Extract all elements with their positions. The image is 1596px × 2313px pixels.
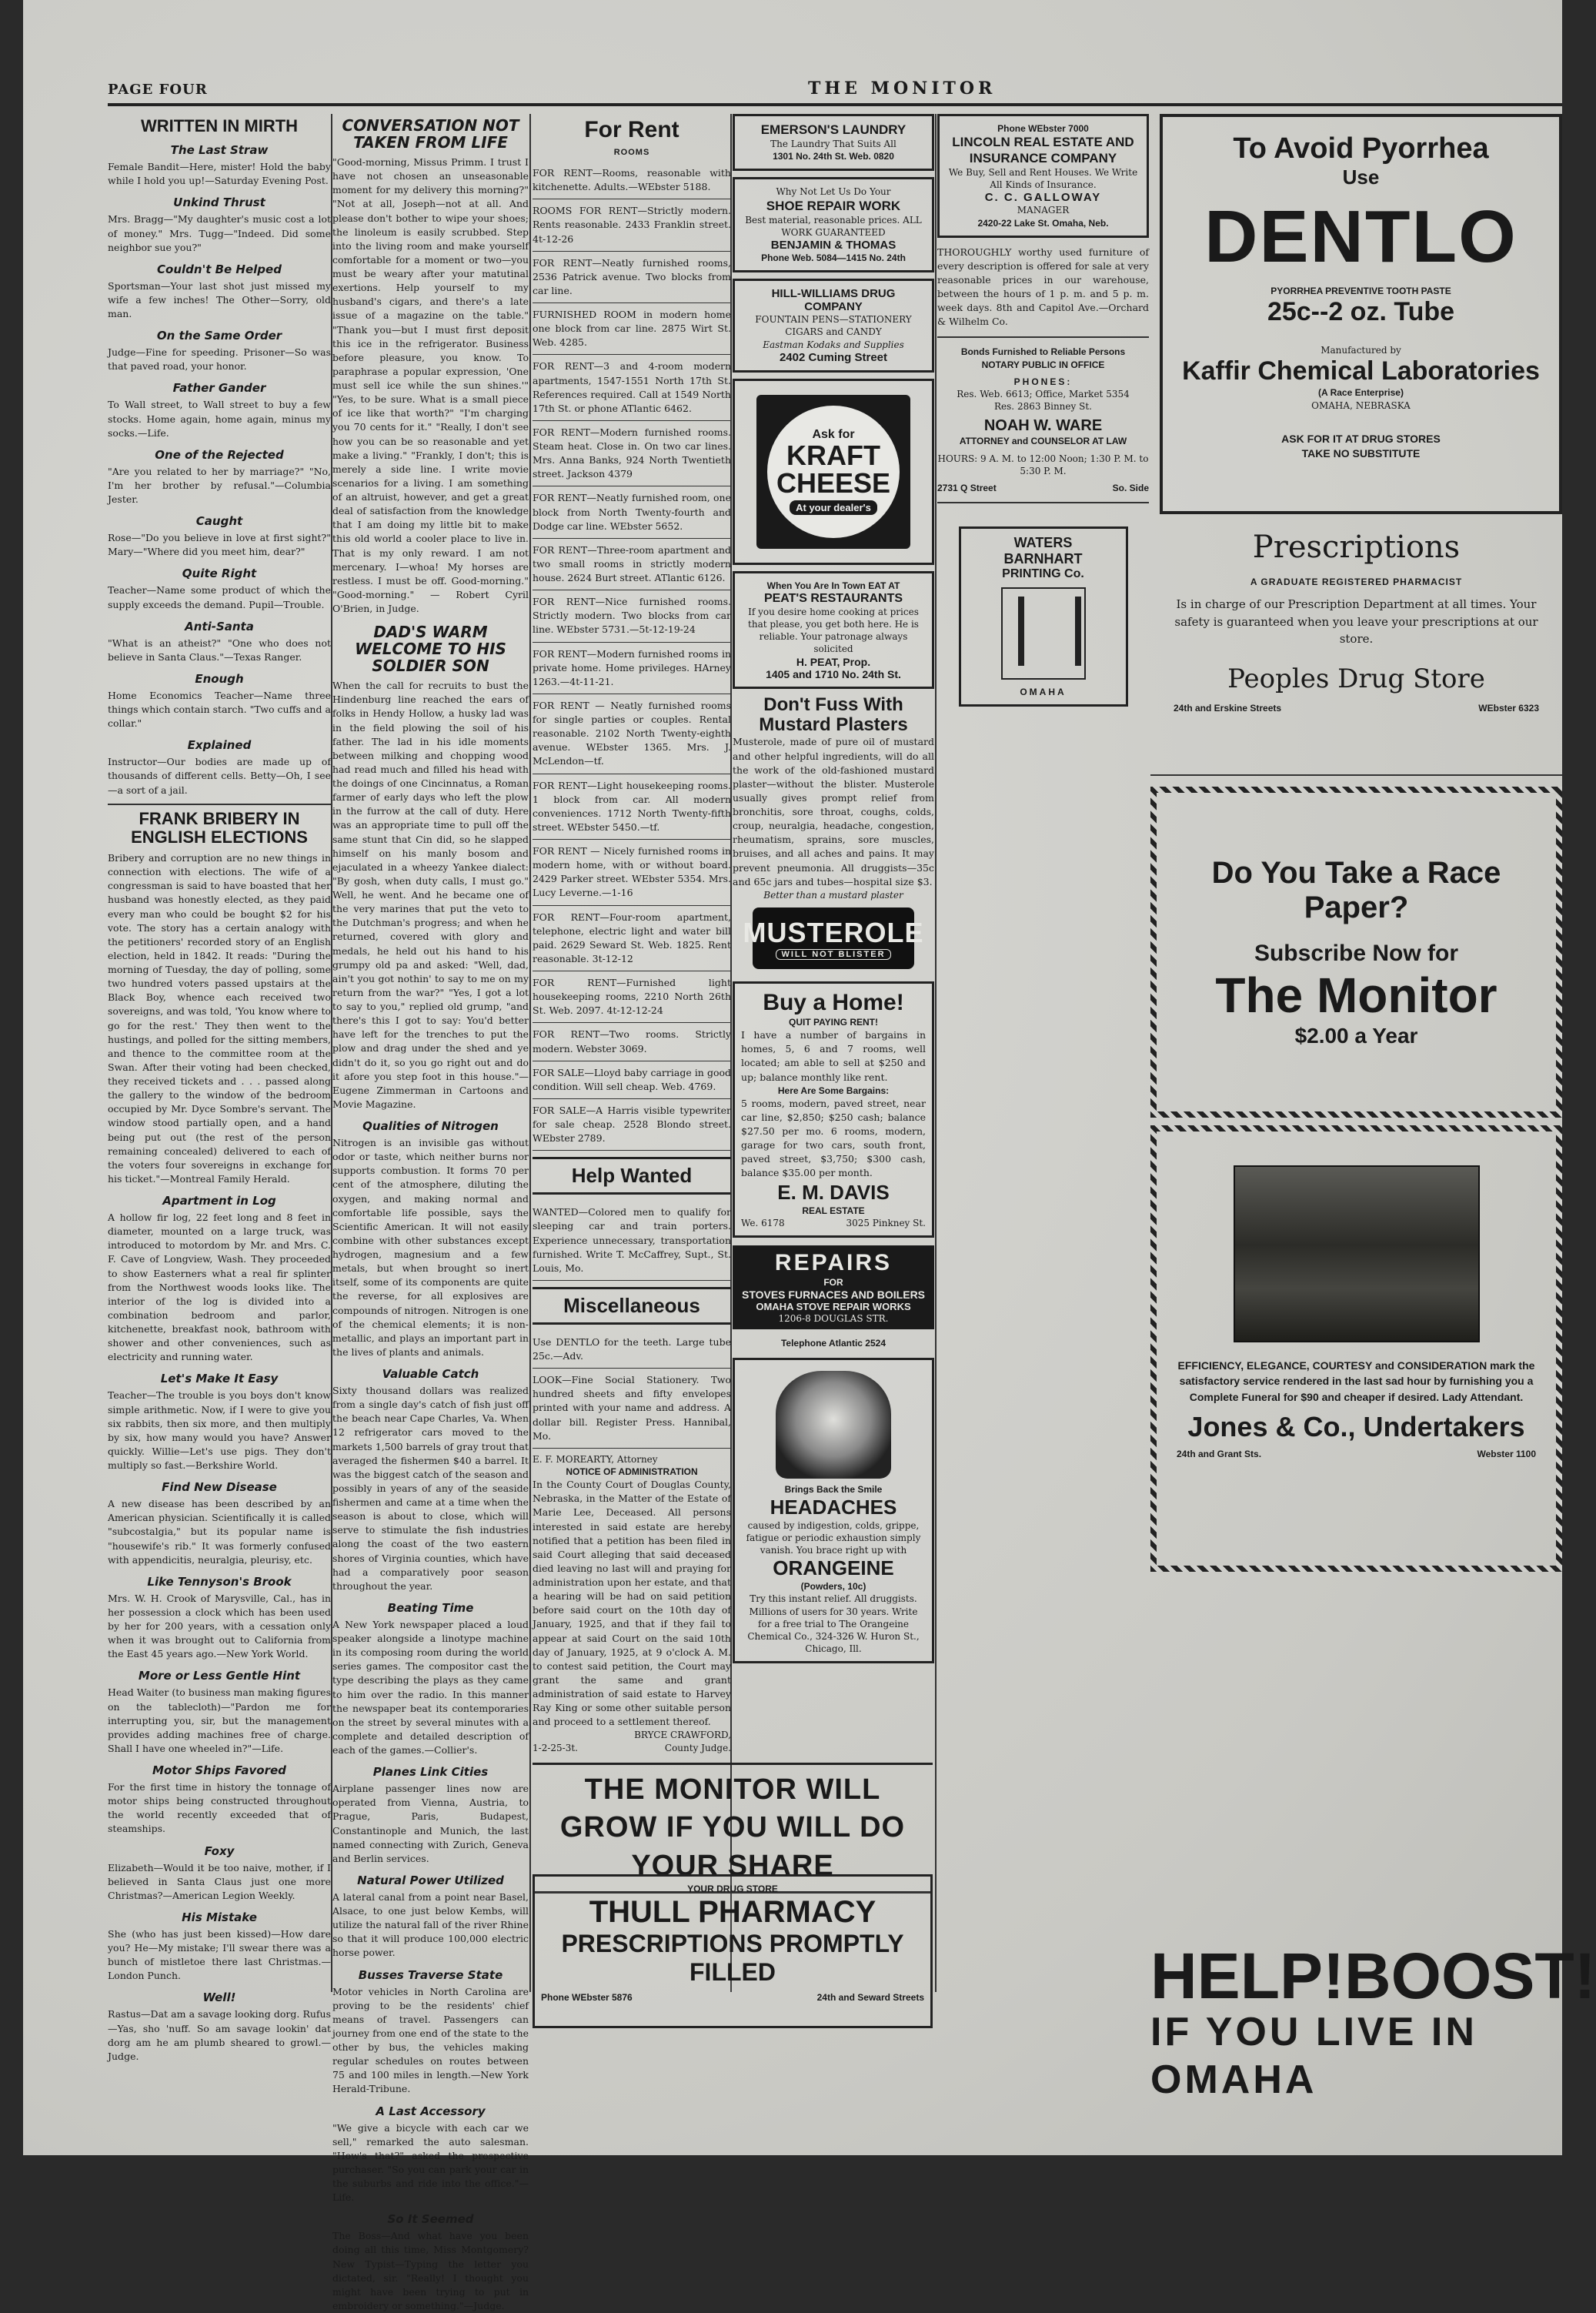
classified-list [533, 162, 731, 1151]
item-heading: Unkind Thrust [173, 196, 265, 210]
subsection-label: ROOMS [613, 148, 650, 157]
item-heading: Like Tennyson's Brook [147, 1574, 292, 1589]
ad-title: HEADACHES [770, 1495, 897, 1519]
ad-text: TAKE NO SUBSTITUTE [1301, 446, 1421, 460]
item-body: Rose—"Do you believe in love at first sight?" Mary—"Where did you meet him, dear?" [108, 532, 331, 558]
ad-phone: Res. Web. 6613; Office, Market 5354 [957, 389, 1130, 400]
ad-phone: Phone WEbster 5876 [541, 1991, 633, 2003]
ad-musterole [733, 689, 934, 981]
joke-list [108, 1194, 331, 2064]
ad-text: When You Are In Town EAT AT [766, 580, 900, 591]
ad-stove-repairs [733, 1245, 934, 1329]
section-title: CONVERSATION NOT TAKEN FROM LIFE [342, 116, 519, 152]
ad-business-name: Jones & Co., Undertakers [1187, 1410, 1525, 1442]
item-body: For the first time in history the tonnage of motor ships being constructed throughout the world recently exceeded that of steamships. [108, 1781, 331, 1835]
ad-text: Best material, reasonable prices. ALL WORK GUARANTEED [745, 214, 922, 238]
item-body: Home Economics Teacher—Name three things which contain starch. "Two cuffs and a collar." [108, 689, 331, 730]
ad-lincoln-real-estate [937, 114, 1149, 238]
classified-ad: LOOK—Fine Social Stationery. Two hundred sheets and fifty envelopes printed with your name and address. A dollar bill. Register Press. Hannibal, Mo. [533, 1369, 731, 1449]
item-heading: So It Seemed [387, 2212, 474, 2227]
ad-address: 1301 No. 24th St. Web. 0820 [773, 151, 894, 162]
ad-thull-pharmacy [533, 1874, 933, 2028]
ad-title: SHOE REPAIR WORK [766, 198, 901, 213]
kraft-logo [756, 395, 910, 549]
section-title: Miscellaneous [533, 1287, 731, 1325]
ad-hours: HOURS: 9 A. M. to 12:00 Noon; 1:30 P. M. to 5:30 P. M. [937, 453, 1149, 476]
printing-press-icon [1001, 587, 1086, 680]
ad-text: Ask for [812, 428, 855, 442]
ad-peoples-drug [1150, 514, 1562, 776]
ad-text: Why Not Let Us Do Your [776, 186, 891, 198]
ad-title: Prescriptions [1252, 530, 1461, 565]
ad-text: PRESCRIPTIONS PROMPTLY FILLED [561, 1930, 904, 1986]
notice-attorney: E. F. MOREARTY, Attorney [533, 1453, 658, 1465]
item-heading: Explained [187, 738, 252, 753]
ad-text: PHONES: [1013, 376, 1073, 387]
ad-text: NOTARY PUBLIC IN OFFICE [981, 359, 1105, 370]
item-heading: On the Same Order [156, 329, 282, 343]
column-conversation [332, 114, 529, 2311]
masthead [108, 79, 1562, 106]
column-rule [529, 114, 531, 1992]
column-ads-a [733, 114, 934, 1815]
ad-text: A GRADUATE REGISTERED PHARMACIST [1250, 577, 1463, 587]
article-body: "Good-morning, Missus Primm. I trust I have not chosen an unseasonable moment for my delivery this morning?" "Not at all, Joseph—not at all. And please don't bother to wipe your shoes; the linoleum is easily scrubbed. Step into the living room and make yourself comfortable for a moment or two—you must be weary after your matutinal exertions. Help yourself to my husband's cigars, and there's a late issue of a magazine on the table." "Thank you—but I must first deposit this ice in the refrigerator. Business before pleasure, you know. To paraphrase a popular expression, 'One must sell ice while the sun shines.'" "Yes, to be sure. What is a small piece of ice like that worth?" "I'm charging you 70 cents for it." "Really, I don't see how you can be so reasonable and yet make a living." "Frankly, I don't; this is merely a side line. I write movie scenarios for a living. I am something of an altruist, however, and get a great deal of satisfaction from the knowledge that I am doing my little bit to make this old world a cooler place to live in. That is my only reward. I am not mercenary. I—whoa! My horses are restless. I must be off. Good-morning." "Good-morning." — Robert Cyril O'Brien, in Judge. [332, 156, 529, 614]
item-heading: Well! [202, 1990, 236, 2005]
ad-text: Manufactured by [1321, 345, 1401, 356]
classified-ad: FOR RENT—Furnished light housekeeping rooms, 2210 North 26th St. Web. 2097. 4t-12-12-24 [533, 971, 731, 1023]
item-body: A new disease has been described by an American physician. Scientifically it is called "subcostalgia," but its popular name is "housewife's rib." It was formerly confused with appendicitis, neuralgia, pleurisy, etc. [108, 1498, 331, 1566]
item-heading: Caught [195, 514, 243, 529]
item-body: Head Waiter (to business man making figures on the tablecloth)—"Pardon me for interrupting you, sir, but the management provides adding machines free of charge. Shall I have one wheeled in?"—Life. [108, 1686, 331, 1754]
classified-ad: FOR RENT—Modern furnished rooms in private home. Home privileges. HArney 1263.—4t-11-21. [533, 643, 731, 694]
ad-text: ATTORNEY and COUNSELOR AT LAW [959, 436, 1127, 447]
joke-list [108, 143, 331, 797]
ad-title: LINCOLN REAL ESTATE AND INSURANCE COMPANY [952, 135, 1134, 165]
item-body: "What is an atheist?" "One who does not believe in Santa Claus."—Texas Ranger. [108, 637, 331, 663]
article-body: When the call for recruits to bust the Hindenburg line reached the ears of folks in Hendy Hollow, a husky lad was in the field plowing the soil of his father. The lad in his idle moments between milking and chopping wood had read much and filled his head with the doings of one Cincinnatus, a Roman farmer of early days who left the plow in the furrow at the call of duty. Here was an appropriate time to pull off the same stunt that Cin did, so he slapped himself on his manly bosom and ejaculated in a wheezy Yankee dialect: "By gosh, when duty calls, I must go." Well, he went. And he became one of the very marines that put the veto to the Dutchman's progress; and when he returned, covered with glory and medals, he held out his hand to his grumpy old pa and asked: "Well, dad, ain't you got nothin' to say to me on my return from the war?" "Yes, I got a lot to say to you," replied old grump, "and there's this I got to say: You'd better have left for the trenches to put the plow and drag under the shed and ye didn't do it, so you go right out and do it afore you step foot in this house."—Eugene Zimmerman in Cartoons and Movie Magazine. [332, 680, 529, 1110]
column-ads-b [937, 114, 1149, 1815]
item-body: A lateral canal from a point near Basel, Alsace, to one just below Kembs, will utilize the natural fall of the river Rhine so that it will produce 100,000 electric horse power. [332, 1890, 529, 1959]
classified-ad: FOR RENT—Three-room apartment and two small rooms in strictly modern house. 2624 Burt street. ATlantic 6126. [533, 539, 731, 590]
ad-text: ASK FOR IT AT DRUG STORES [1281, 432, 1441, 445]
brand-name: KRAFT [786, 440, 880, 472]
column-rule [935, 114, 937, 1992]
classified-ad: WANTED—Colored men to qualify for sleeping car and train porters. Experience unnecessary, transportation furnished. Write T. McCaffrey, Supt., St. Louis, Mo. [533, 1201, 731, 1281]
ad-text: If you desire home cooking at prices that please, you get both here. He is reliable. Your patronage always solicited [748, 606, 919, 655]
ad-business-name: Kaffir Chemical Laboratories [1182, 356, 1540, 386]
item-heading: Find New Disease [162, 1480, 277, 1495]
section-title: Help Wanted [533, 1157, 731, 1195]
section-title: For Rent [584, 117, 679, 142]
ad-business-name: E. M. DAVIS [777, 1180, 890, 1204]
item-body: "We give a bicycle with each car we sell," remarked the auto salesman. "How's that?" asked the prospective purchaser. "So you can park your car in the suburbs and ride into the office."—Life. [332, 2121, 529, 2204]
newspaper-page [23, 0, 1596, 2311]
ad-shoe-repair [733, 177, 934, 272]
item-body: She (who has just been kissed)—How dare you? He—My mistake; I'll swear there was a bunch of mistletoe there last Christmas.—London Punch. [108, 1927, 331, 1982]
ad-text: Bonds Furnished to Reliable Persons [960, 346, 1126, 358]
ad-business-name: OMAHA STOVE REPAIR WORKS [756, 1301, 911, 1313]
ad-title: THULL PHARMACY [589, 1895, 876, 1930]
ad-text: Try this instant relief. All druggists. Millions of users for 30 years. Write for a free trial to The Orangeine Chemical Co., 324-326 W. Huron St., Chicago, Ill. [747, 1593, 920, 1655]
brand-name: CHEESE [776, 467, 891, 500]
section-title: FRANK BRIBERY IN ENGLISH ELECTIONS [108, 804, 331, 847]
ad-text: 5 rooms, modern, paved street, near car line, $2,850; $250 cash; balance $27.50 per mo. 6 rooms, modern, garage for two cars, south front, paved street, $3,750; $300 cash, balance $35.00 per month. [741, 1097, 926, 1179]
column-classifieds [533, 114, 731, 1815]
ad-used-furniture: THOROUGHLY worthy used furniture of every description is offered for sale at very reasonable prices in our warehouse, between the hours of 1 p. m. and 5 p. m. week days. 8th and Capitol Ave.—Orchard & Wilhelm Co. [937, 238, 1149, 339]
musterole-logo [743, 907, 924, 969]
ad-kraft-cheese [733, 379, 934, 565]
ad-text: caused by indigestion, colds, grippe, fatigue or periodic exhaustion simply vanish. You brace right up with [746, 1519, 921, 1556]
item-heading: Qualities of Nitrogen [362, 1119, 499, 1133]
notice-title: NOTICE OF ADMINISTRATION [566, 1466, 698, 1477]
ad-address: 1206-8 DOUGLAS STR. [778, 1313, 889, 1325]
ad-address: 24th and Grant Sts. [1177, 1448, 1262, 1459]
item-heading: Enough [195, 671, 244, 686]
item-heading: Apartment in Log [162, 1194, 276, 1208]
item-body: Sixty thousand dollars was realized from a single day's catch of fish just off the beach near Cape Charles, Va. When 12 refrigerator cars moved to the markets 1,500 barrels of gray trout that averaged the fishermen $40 a barrel. It was the biggest catch of the season and possibly in years of any of the seaside fishermen and came at a time when the season is about to close, which will serve to stimulate the fish industries along the coast of the two eastern shores of Virginia counties, which have had a comparatively poor season throughout the year. [332, 1385, 529, 1592]
ad-text: Eastman Kodaks and Supplies [763, 339, 904, 350]
ad-text: WILL NOT BLISTER [776, 949, 890, 960]
ad-contact [541, 1991, 924, 2004]
item-body: Rastus—Dat am a savage looking dorg. Rufus—Yas, sho 'nuff. So am savage lookin' dat dorg am he am plumb sheared to growl.—Judge. [108, 2008, 331, 2062]
ad-text: Here Are Some Bargains: [777, 1085, 890, 1096]
ad-title: HILL-WILLIAMS DRUG COMPANY [771, 287, 896, 314]
ad-peats-restaurants [733, 571, 934, 689]
ad-phone: We. 6178 [741, 1217, 785, 1228]
ad-hill-williams [733, 279, 934, 373]
ad-text: QUIT PAYING RENT! [788, 1016, 878, 1028]
item-body: Elizabeth—Would it be too naive, mother, if I believed in Santa Claus just one more Christmas?—American Legion Weekly. [108, 1861, 331, 1901]
item-heading: Busses Traverse State [358, 1967, 503, 1982]
article-body: Bribery and corruption are no new things in connection with elections. The wife of a congressman is said to have boasted that her husband was honestly elected, as they paid every man who could be bought $2 for his vote. The story has a certain analogy with the petitioners' recorded story of an English election, held in 1842. It reads: "During the morning of Tuesday, the day of polling, some two hundred voters passed upstairs at the Black Boy, whence each received two sovereigns, and was told, 'You know where to go for the rest.' They then went to the hustings, and polled for the sitting members, and thence to the committee room at the Swan. After their voting had been checked, they received tickets and . . . passed along the gallery to the window of the bedroom occupied by Mr. Dyce Sombre's servant. The window stood partially open, and a hand being put out (the rest of the person remaining concealed) delivered to each of the voters four sovereigns in exchange for his ticket."—Montreal Family Herald. [108, 852, 331, 1185]
item-body: Sportsman—Your last shot just missed my wife a few inches! The Other—Sorry, old man. [108, 279, 331, 320]
ad-address: 24th and Erskine Streets [1174, 702, 1282, 714]
ad-contact [1174, 702, 1539, 714]
paper-title: THE MONITOR [808, 79, 997, 99]
item-body: Airplane passenger lines now are operated from Vienna, Austria, to Prague, Paris, Budapest, Constantinople and Munich, the last named connecting with Zurich, Geneva and Berlin services. [332, 1783, 529, 1864]
ad-subscribe-monitor [1150, 787, 1562, 1118]
item-heading: Father Gander [172, 381, 266, 396]
ad-text: Musterole, made of pure oil of mustard and other helpful ingredients, will do all the work of the old-fashioned mustard plaster—without the blister. Musterole usually gives prompt relief from bronchitis, sore throat, coughs, colds, croup, neuralgia, headache, congestion, rheumatism, sprains, sore muscles, bruises, and all aches and pains. It may prevent pneumonia. All druggists—35c and 65c jars and tubes—hospital size $3. [733, 736, 934, 887]
classified-ad: FOR RENT—Two rooms. Strictly modern. Webster 3069. [533, 1023, 731, 1061]
ad-price: $2.00 a Year [1294, 1024, 1418, 1048]
classified-ad: Use DENTLO for the teeth. Large tube 25c.—Adv. [533, 1331, 731, 1369]
ad-title: BARNHART [1003, 551, 1083, 567]
help-boost-line [1150, 1940, 1596, 2012]
brand-name: MUSTEROLE [743, 916, 924, 948]
classified-ad: FOR SALE—Lloyd baby carriage in good condition. Will sell cheap. Web. 4769. [533, 1061, 731, 1099]
ad-contact [1177, 1448, 1536, 1460]
ad-phone: WEbster 6323 [1478, 702, 1539, 714]
item-heading: One of the Rejected [155, 447, 284, 462]
ad-phone: Telephone Atlantic 2524 [780, 1338, 886, 1349]
notice-judge: County Judge. [664, 1742, 731, 1753]
banner-text: IF YOU LIVE IN OMAHA [1150, 2010, 1477, 2103]
ad-text: Is in charge of our Prescription Department at all times. Your safety is guaranteed when you leave your prescriptions at our store. [1174, 597, 1538, 647]
ad-text: At your dealer's [790, 500, 877, 515]
item-body: Instructor—Our bodies are made up of thousands of different cells. Betty—Oh, I see—a sort of a jail. [108, 756, 331, 796]
ad-contact [741, 1217, 926, 1229]
ad-title: PRINTING Co. [1002, 567, 1084, 581]
section-title: WRITTEN IN MIRTH [140, 116, 299, 135]
ad-address: 1405 and 1710 No. 24th St. [766, 667, 901, 680]
ad-address: 24th and Seward Streets [816, 1991, 924, 2003]
item-heading: Planes Link Cities [372, 1765, 489, 1780]
notice-signature: BRYCE CRAWFORD, [634, 1730, 731, 1741]
ad-text: REAL ESTATE [802, 1205, 865, 1216]
ad-title: Buy a Home! [763, 989, 904, 1015]
ad-address: 2731 Q Street [937, 482, 997, 493]
ad-text: I have a number of bargains in homes, 5, 6 and 7 rooms, well located; am able to sell at $250 and up; balance monthly like rent. [741, 1029, 926, 1083]
ad-title: Do You Take a Race Paper? [1211, 856, 1501, 924]
ad-address: Phone Web. 5084—1415 No. 24th [761, 252, 906, 263]
item-heading: Valuable Catch [382, 1367, 479, 1381]
item-body: Judge—Fine for speeding. Prisoner—So was that paved road, your honor. [108, 346, 331, 373]
item-heading: Quite Right [182, 567, 257, 581]
item-heading: The Last Straw [170, 143, 269, 158]
item-heading: Let's Make It Easy [160, 1372, 279, 1386]
notice-date: 1-2-25-3t. [533, 1742, 578, 1753]
ad-text: (A Race Enterprise) [1318, 387, 1404, 399]
item-heading: A Last Accessory [376, 2104, 486, 2118]
brand-name: The Monitor [1215, 968, 1498, 1023]
item-body: Teacher—Name some product of which the supply exceeds the demand. Pupil—Trouble. [108, 584, 331, 610]
item-body: Female Bandit—Here, mister! Hold the baby while I hold you up!—Saturday Evening Post. [108, 161, 331, 187]
notice-body: In the County Court of Douglas County, Nebraska, in the Matter of the Estate of Marie Lee, Deceased. All persons interested in said estate are hereby notified that a petition has been filed in said Court alleging that said deceased died leaving no last will and praying for administration upon her estate, and that a hearing will be had on said petition before said court on the 10th day of January, 1925, and that if they fail to appear at said Court on the said 10th day of January, 1925, at 9 o'clock A. M. to contest said petition, the Court may grant the same and grant administration of said estate to Harvey Ray King or some other suitable person and proceed to a settlement thereof. [533, 1479, 731, 1728]
item-body: To Wall street, to Wall street to buy a few stocks. Home again, home again, minus my socks.—Life. [108, 399, 331, 439]
ad-title: To Avoid Pyorrhea [1233, 132, 1489, 165]
item-body: "Are you related to her by marriage?" "No, I'm her brother by refusal."—Columbia Jester. [108, 465, 331, 506]
ad-em-davis [733, 981, 934, 1238]
item-body: A New York newspaper placed a loud speaker alongside a linotype machine in its composing room during the world series games. The compositor cast the type describing the plays as they came to him over the radio. In this manner the newspaper beat its contemporaries on the street by several minutes with a complete and detailed description of each of the games.—Collier's. [332, 1618, 529, 1756]
ad-business-name: Peoples Drug Store [1227, 663, 1485, 694]
item-heading: Anti-Santa [185, 619, 254, 633]
classified-ad: FOR RENT—Neatly furnished rooms, 2536 Patrick avenue. Two blocks from car line. [533, 252, 731, 303]
ad-text: PYORRHEA PREVENTIVE TOOTH PASTE [1270, 286, 1451, 296]
item-body: Mrs. W. H. Crook of Marysville, Cal., has in her possession a clock which has been used by her for 200 years, with a cessation only when it was brought out to California from the East 45 years ago.—New York World. [108, 1592, 331, 1660]
classified-ad: FOR RENT—Modern furnished rooms. Steam heat. Close in. On two car lines. Mrs. Anna Banks, 924 North Twentieth street. Jackson 4379 [533, 421, 731, 487]
classified-ad: FOR RENT—Neatly furnished room, one block from North Twenty-fourth and Dodge car line. WEbster 5652. [533, 486, 731, 538]
item-heading: Foxy [204, 1843, 235, 1858]
section-title: DAD'S WARM WELCOME TO HIS SOLDIER SON [355, 623, 506, 676]
item-body: Mrs. Bragg—"My daughter's music cost a lot of money." Mrs. Tugg—"Indeed. Did some neighbor sue you?" [108, 213, 331, 253]
classified-ad: FOR RENT—Light housekeeping rooms. 1 block from car. All modern conveniences. 1712 North Twenty-fifth street. WEbster 5450.—tf. [533, 774, 731, 841]
ad-text: Brings Back the Smile [784, 1483, 883, 1495]
ad-address: 2402 Cuming Street [779, 350, 888, 364]
ad-waters-barnhart [959, 526, 1128, 707]
item-heading: Natural Power Utilized [357, 1873, 504, 1887]
classified-ad: FOR RENT—Four-room apartment, telephone, electric light and water bill paid. 2629 Seward St. Web. 1825. Rent reasonable. 3t-12-12 [533, 906, 731, 972]
notice-footer [533, 1742, 731, 1754]
ad-text: Use [1342, 165, 1380, 189]
item-heading: More or Less Gentle Hint [138, 1669, 301, 1683]
ad-jones-undertakers [1150, 1125, 1562, 1572]
ad-business-name: H. PEAT, Prop. [796, 655, 871, 668]
ad-business-name: NOAH W. WARE [983, 417, 1103, 435]
ad-contact [937, 482, 1149, 494]
ad-address: 2420-22 Lake St. Omaha, Neb. [977, 217, 1109, 229]
classified-ad: FURNISHED ROOM in modern home one block from car line. 2875 Wirt St. Web. 4285. [533, 303, 731, 355]
item-body: Teacher—The trouble is you boys don't know simple arithmetic. Now, if I were to give you six rabbits, then six more, and then multiply by six, how many would you have? Answer quickly. Willie—Let's use pigs. They don't multiply so fast.—Berkshire World. [108, 1389, 331, 1472]
help-boost-banner [1150, 1940, 1596, 2104]
ad-price: 25c--2 oz. Tube [1267, 297, 1455, 327]
ad-text: MANAGER [1017, 205, 1070, 216]
ad-text: The Laundry That Suits All [770, 139, 896, 149]
ad-text: FOR [823, 1276, 843, 1288]
classified-ad: FOR RENT—3 and 4-room modern apartments, 1547-1551 North 17th St. References required. Call at 1549 North 17th St. or phone ATlantic 6462. [533, 355, 731, 421]
ad-text: STOVES FURNACES AND BOILERS [741, 1289, 926, 1302]
ad-text: YOUR DRUG STORE [687, 1883, 778, 1894]
ad-address: 3025 Pinkney St. [846, 1217, 926, 1228]
item-heading: His Mistake [182, 1910, 257, 1924]
item-heading: Motor Ships Favored [152, 1763, 286, 1778]
classified-ad: ROOMS FOR RENT—Strictly modern. Rents reasonable. 2433 Franklin street. 4t-12-26 [533, 199, 731, 251]
ad-title: WATERS [1013, 535, 1073, 551]
ad-text: We Buy, Sell and Rent Houses. We Write All Kinds of Insurance. [948, 166, 1138, 191]
ad-text: (Powders, 10c) [800, 1581, 866, 1593]
ad-phone: Phone WEbster 7000 [997, 123, 1089, 134]
ad-noah-ware [937, 338, 1149, 503]
brand-name: ORANGEINE [773, 1556, 894, 1580]
ad-business-name: BENJAMIN & THOMAS [770, 238, 896, 252]
ad-emerson-laundry [733, 114, 934, 171]
banner-text: HELP! [1150, 1940, 1344, 2012]
woman-portrait-image [776, 1371, 891, 1479]
classified-ad: FOR RENT — Neatly furnished rooms for single parties or couples. Rental reasonable. 2102 North Twenty-eighth avenue. WEbster 1365. Mrs. J. McLendon—tf. [533, 694, 731, 774]
item-body: Nitrogen is an invisible gas without odor or taste, which neither burns nor supports combustion. It forms 70 per cent of the atmosphere, diluting the oxygen, and making normal and comfortable life possible, says the Scientific American. It will not easily combine with other substances except hydrogen, magnesium and a few metals, but when brought so inert itself, some of its components are quite the reverse, for all explosives are compounds of nitrogen. Nitrogen is one of the chemical elements; it is non-metallic, and plays an important part in the lives of plants and animals. [332, 1137, 529, 1358]
ad-title: REPAIRS [774, 1249, 893, 1275]
ad-phone: Res. 2863 Binney St. [994, 401, 1092, 413]
classified-ad: FOR RENT — Nicely furnished rooms in modern home, with or without board. 2429 Parker street. WEbster 5354. Mrs. Lucy Leverne.—1-16 [533, 840, 731, 906]
classified-ad: FOR RENT—Rooms, reasonable with kitchenette. Adults.—WEbster 5188. [533, 162, 731, 199]
ad-text: Subscribe Now for [1254, 941, 1459, 966]
column-ads-c [1150, 114, 1562, 1938]
classified-ad: FOR SALE—A Harris visible typewriter for sale cheap. 2528 Blondo street. WEbster 2789. [533, 1099, 731, 1151]
banner-text: BOOST! [1344, 1940, 1596, 2012]
page-number: PAGE FOUR [108, 82, 208, 98]
item-body: A hollow fir log, 22 feet long and 8 feet in diameter, mounted on a large truck, was introduced to motordom by Mr. and Mrs. C. F. Cave of Longview, Wash. They proceeded to show Easterners what a real fir splinter from the Northwest woods looks like. The interior of the log is divided into a combination bedroom and parlor, kitchenette, breakfast nook, bathroom with shower and other conveniences, such as electricity and running water. [108, 1212, 331, 1363]
ad-title: Don't Fuss With Mustard Plasters [759, 694, 908, 736]
ad-phone: Webster 1100 [1477, 1448, 1536, 1459]
classified-ad: FOR RENT—Nice furnished rooms. Strictly modern. Two blocks from car line. WEbster 5731.—5t-12-19-24 [533, 590, 731, 642]
ad-orangeine [733, 1358, 934, 1664]
article-list [332, 1119, 529, 2313]
ad-text: So. Side [1112, 482, 1149, 493]
column-mirth [108, 114, 331, 2062]
ad-business-name: C. C. GALLOWAY [984, 191, 1102, 205]
ad-text: Better than a mustard plaster [763, 889, 903, 901]
ad-text: FOUNTAIN PENS—STATIONERY CIGARS and CANDY [755, 314, 912, 338]
ad-text: OMAHA [1020, 687, 1067, 698]
ad-text: EFFICIENCY, ELEGANCE, COURTESY and CONSIDERATION mark the satisfactory service rendered in the last sad hour by furnishing you a Complete Funeral for $90 and cheaper if desired. Lady Attendant. [1177, 1359, 1535, 1403]
ad-title: PEAT'S RESTAURANTS [763, 591, 903, 605]
ad-title: EMERSON'S LAUNDRY [760, 122, 907, 137]
brand-name: DENTLO [1204, 196, 1518, 278]
ad-dentlo [1160, 114, 1562, 514]
item-body: Motor vehicles in North Carolina are proving to be the residents' chief means of travel. Passengers can journey from one end of the state to the other by bus, the vehicles making regular schedules on routes between 75 and 100 miles in length.—New York Herald-Tribune. [332, 1985, 529, 2095]
item-body: The Boss—And what have you been doing all this time, Miss Montgomery? New Typist—Typing the letter you dictated, sir. "Really! I thought you might have been trying to put in embroidery or something."—Judge. [332, 2230, 529, 2311]
banner-text: THE MONITOR WILL GROW IF YOU WILL DO YOUR SHARE [559, 1773, 906, 1882]
item-heading: Beating Time [387, 1600, 474, 1615]
funeral-parlor-photo [1234, 1165, 1480, 1342]
kraft-oval [767, 406, 900, 538]
ad-address: OMAHA, NEBRASKA [1311, 399, 1411, 411]
item-heading: Couldn't Be Helped [157, 262, 282, 276]
